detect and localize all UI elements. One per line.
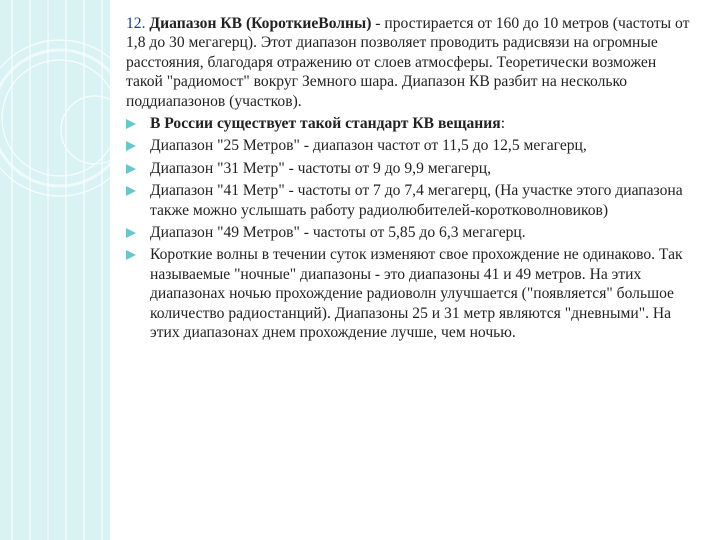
decorative-side-panel — [0, 0, 110, 540]
list-item-russia-standard — [124, 114, 694, 133]
list-item-intro — [124, 14, 694, 111]
list-item-41m — [124, 181, 694, 220]
bullet-icon — [126, 186, 136, 196]
list-item-25m — [124, 136, 694, 155]
russia-standard-suffix: : — [500, 115, 506, 133]
band-31m-text: Диапазон "31 Метр" - частоты от 9 до 9,9 мегагерц, — [150, 159, 492, 177]
bullet-icon — [126, 164, 136, 174]
bullet-icon — [126, 141, 136, 151]
band-49m-text: Диапазон "49 Метров" - частоты от 5,85 до 6,3 мегагерц. — [150, 224, 526, 242]
band-41m-text: Диапазон "41 Метр" - частоты от 7 до 7,4 мегагерц, (На участке этого диапазона также можно услышать работу радиолюбителей-коротковолновиков) — [150, 182, 683, 219]
propagation-text: Короткие волны в течении суток изменяют свое прохождение не одинаково. Так называемые "ночные" диапазоны - это диапазоны 41 и 49 метров. На этих диапазонах ночью прохождение радиоволн улучшается ("появляется" большое количество радиостанций). Диапазоны 25 и 31 метр являются "дневными". На этих диапазонах днем прохождение лучше, чем ночью. — [150, 246, 683, 342]
list-item-31m — [124, 159, 694, 178]
bullet-icon — [126, 228, 136, 238]
list-item-propagation — [124, 245, 694, 342]
russia-standard-heading: В России существует такой стандарт КВ вещания — [150, 115, 501, 133]
slide-text-list — [124, 14, 694, 346]
bullet-icon — [126, 119, 136, 129]
decorative-lines-graphic — [0, 0, 110, 540]
list-item-49m — [124, 223, 694, 242]
item-number: 12. — [126, 15, 146, 32]
band-25m-text: Диапазон "25 Метров" - диапазон частот от 11,5 до 12,5 мегагерц, — [150, 137, 587, 155]
heading-kv-range: Диапазон КВ (КороткиеВолны) — [149, 15, 372, 32]
bullet-icon — [126, 250, 136, 260]
intro-text: - простирается от 160 до 10 метров (частоты от 1,8 до 30 мегагерц). Этот диапазон позволяет проводить радисвязи на огромные расстояния, благодаря отражению от слоев атмосферы. Теоретически возможен такой "радиомост" вокруг Земного шара. Диапазон КВ разбит на несколько поддиапазонов (участков). — [126, 15, 690, 110]
